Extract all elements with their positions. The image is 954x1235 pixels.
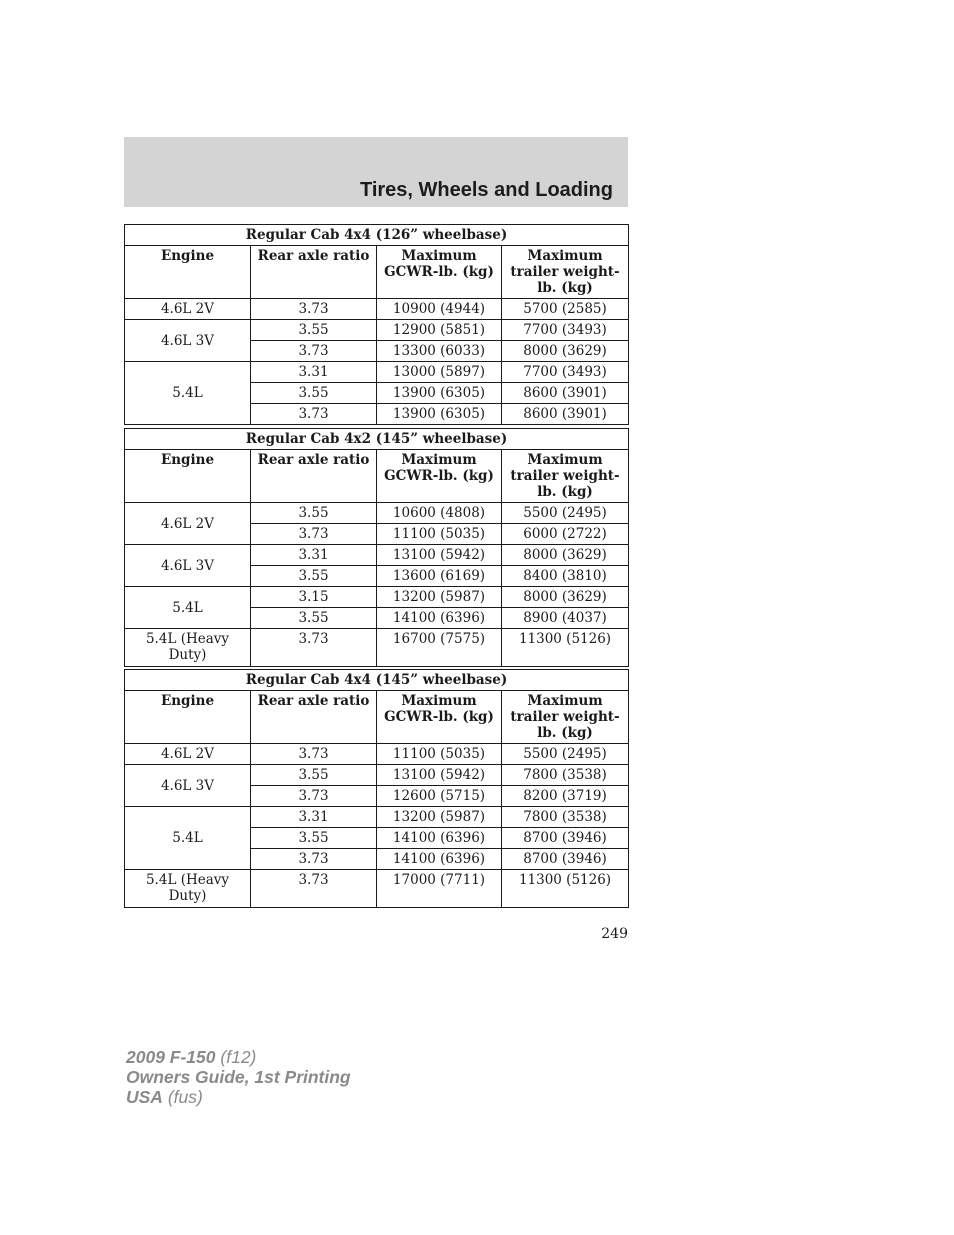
max-gcwr-cell: 12600 (5715): [377, 786, 502, 807]
rear-axle-ratio-cell: 3.73: [251, 404, 377, 425]
rear-axle-ratio-cell: 3.73: [251, 629, 377, 667]
footer-model-line: [126, 1047, 351, 1067]
rear-axle-ratio-cell: 3.31: [251, 545, 377, 566]
engine-cell: 4.6L 2V: [125, 744, 251, 765]
max-trailer-weight-cell: 7700 (3493): [502, 362, 629, 383]
footer-model-code: (f12): [220, 1047, 257, 1067]
max-gcwr-cell: 12900 (5851): [377, 320, 502, 341]
rear-axle-ratio-cell: 3.73: [251, 341, 377, 362]
rear-axle-ratio-cell: 3.31: [251, 807, 377, 828]
max-trailer-weight-cell: 5700 (2585): [502, 299, 629, 320]
column-header: Engine: [125, 450, 251, 503]
table-row: [125, 807, 629, 828]
table-title: Regular Cab 4x2 (145” wheelbase): [125, 429, 629, 450]
max-trailer-weight-cell: 8600 (3901): [502, 404, 629, 425]
towing-table-regular-cab-4x2-145: [124, 428, 629, 667]
max-trailer-weight-cell: 8000 (3629): [502, 545, 629, 566]
max-gcwr-cell: 16700 (7575): [377, 629, 502, 667]
max-trailer-weight-cell: 8000 (3629): [502, 587, 629, 608]
table-row: [125, 629, 629, 667]
max-gcwr-cell: 13200 (5987): [377, 807, 502, 828]
column-header: Maximum GCWR-lb. (kg): [377, 450, 502, 503]
max-trailer-weight-cell: 11300 (5126): [502, 870, 629, 908]
engine-cell: 5.4L: [125, 362, 251, 425]
max-trailer-weight-cell: 7700 (3493): [502, 320, 629, 341]
rear-axle-ratio-cell: 3.15: [251, 587, 377, 608]
rear-axle-ratio-cell: 3.55: [251, 566, 377, 587]
table-row: [125, 545, 629, 566]
max-gcwr-cell: 11100 (5035): [377, 524, 502, 545]
table-header-row: [125, 450, 629, 503]
column-header: Rear axle ratio: [251, 246, 377, 299]
column-header: Maximum trailer weight-lb. (kg): [502, 246, 629, 299]
max-gcwr-cell: 10900 (4944): [377, 299, 502, 320]
table-row: [125, 503, 629, 524]
engine-cell: 5.4L (Heavy Duty): [125, 629, 251, 667]
engine-cell: 5.4L: [125, 807, 251, 870]
rear-axle-ratio-cell: 3.55: [251, 608, 377, 629]
rear-axle-ratio-cell: 3.31: [251, 362, 377, 383]
column-header: Engine: [125, 691, 251, 744]
rear-axle-ratio-cell: 3.55: [251, 383, 377, 404]
table-row: [125, 744, 629, 765]
rear-axle-ratio-cell: 3.55: [251, 503, 377, 524]
column-header: Engine: [125, 246, 251, 299]
engine-cell: 5.4L: [125, 587, 251, 629]
document-footer: [126, 1047, 351, 1107]
max-gcwr-cell: 13900 (6305): [377, 383, 502, 404]
rear-axle-ratio-cell: 3.73: [251, 744, 377, 765]
table-row: [125, 765, 629, 786]
max-trailer-weight-cell: 7800 (3538): [502, 765, 629, 786]
max-trailer-weight-cell: 7800 (3538): [502, 807, 629, 828]
max-gcwr-cell: 14100 (6396): [377, 608, 502, 629]
table-row: [125, 299, 629, 320]
max-trailer-weight-cell: 8600 (3901): [502, 383, 629, 404]
towing-table-regular-cab-4x4-126: [124, 224, 629, 425]
towing-table-regular-cab-4x4-145: [124, 669, 629, 908]
table-title: Regular Cab 4x4 (126” wheelbase): [125, 225, 629, 246]
table-row: [125, 362, 629, 383]
engine-cell: 4.6L 3V: [125, 545, 251, 587]
rear-axle-ratio-cell: 3.55: [251, 765, 377, 786]
rear-axle-ratio-cell: 3.73: [251, 299, 377, 320]
max-gcwr-cell: 14100 (6396): [377, 849, 502, 870]
table-row: [125, 587, 629, 608]
footer-guide: Owners Guide, 1st Printing: [126, 1067, 351, 1087]
column-header: Maximum trailer weight-lb. (kg): [502, 691, 629, 744]
max-gcwr-cell: 13600 (6169): [377, 566, 502, 587]
footer-market-code: (fus): [167, 1087, 203, 1107]
max-trailer-weight-cell: 8000 (3629): [502, 341, 629, 362]
max-trailer-weight-cell: 5500 (2495): [502, 503, 629, 524]
column-header: Maximum trailer weight-lb. (kg): [502, 450, 629, 503]
max-trailer-weight-cell: 11300 (5126): [502, 629, 629, 667]
rear-axle-ratio-cell: 3.73: [251, 524, 377, 545]
max-trailer-weight-cell: 8900 (4037): [502, 608, 629, 629]
table-title-row: [125, 225, 629, 246]
table-row: [125, 320, 629, 341]
column-header: Rear axle ratio: [251, 691, 377, 744]
table-row: [125, 870, 629, 908]
column-header: Maximum GCWR-lb. (kg): [377, 691, 502, 744]
max-trailer-weight-cell: 8400 (3810): [502, 566, 629, 587]
section-header-band: [124, 137, 628, 207]
max-gcwr-cell: 14100 (6396): [377, 828, 502, 849]
footer-market: USA: [126, 1087, 163, 1107]
max-gcwr-cell: 13100 (5942): [377, 765, 502, 786]
engine-cell: 5.4L (Heavy Duty): [125, 870, 251, 908]
section-title: Tires, Wheels and Loading: [359, 179, 613, 201]
rear-axle-ratio-cell: 3.73: [251, 786, 377, 807]
max-trailer-weight-cell: 8700 (3946): [502, 828, 629, 849]
max-gcwr-cell: 13100 (5942): [377, 545, 502, 566]
max-trailer-weight-cell: 5500 (2495): [502, 744, 629, 765]
max-trailer-weight-cell: 8700 (3946): [502, 849, 629, 870]
max-gcwr-cell: 13300 (6033): [377, 341, 502, 362]
max-gcwr-cell: 17000 (7711): [377, 870, 502, 908]
engine-cell: 4.6L 3V: [125, 320, 251, 362]
max-gcwr-cell: 10600 (4808): [377, 503, 502, 524]
rear-axle-ratio-cell: 3.55: [251, 828, 377, 849]
table-header-row: [125, 246, 629, 299]
table-title: Regular Cab 4x4 (145” wheelbase): [125, 670, 629, 691]
engine-cell: 4.6L 3V: [125, 765, 251, 807]
max-gcwr-cell: 13000 (5897): [377, 362, 502, 383]
max-trailer-weight-cell: 8200 (3719): [502, 786, 629, 807]
max-gcwr-cell: 13200 (5987): [377, 587, 502, 608]
engine-cell: 4.6L 2V: [125, 299, 251, 320]
max-gcwr-cell: 11100 (5035): [377, 744, 502, 765]
rear-axle-ratio-cell: 3.55: [251, 320, 377, 341]
page-number: 249: [601, 926, 628, 942]
engine-cell: 4.6L 2V: [125, 503, 251, 545]
column-header: Maximum GCWR-lb. (kg): [377, 246, 502, 299]
rear-axle-ratio-cell: 3.73: [251, 870, 377, 908]
table-title-row: [125, 670, 629, 691]
column-header: Rear axle ratio: [251, 450, 377, 503]
footer-model: 2009 F-150: [126, 1047, 216, 1067]
table-title-row: [125, 429, 629, 450]
footer-market-line: [126, 1087, 351, 1107]
footer-guide-line: [126, 1067, 351, 1087]
table-header-row: [125, 691, 629, 744]
max-gcwr-cell: 13900 (6305): [377, 404, 502, 425]
rear-axle-ratio-cell: 3.73: [251, 849, 377, 870]
max-trailer-weight-cell: 6000 (2722): [502, 524, 629, 545]
